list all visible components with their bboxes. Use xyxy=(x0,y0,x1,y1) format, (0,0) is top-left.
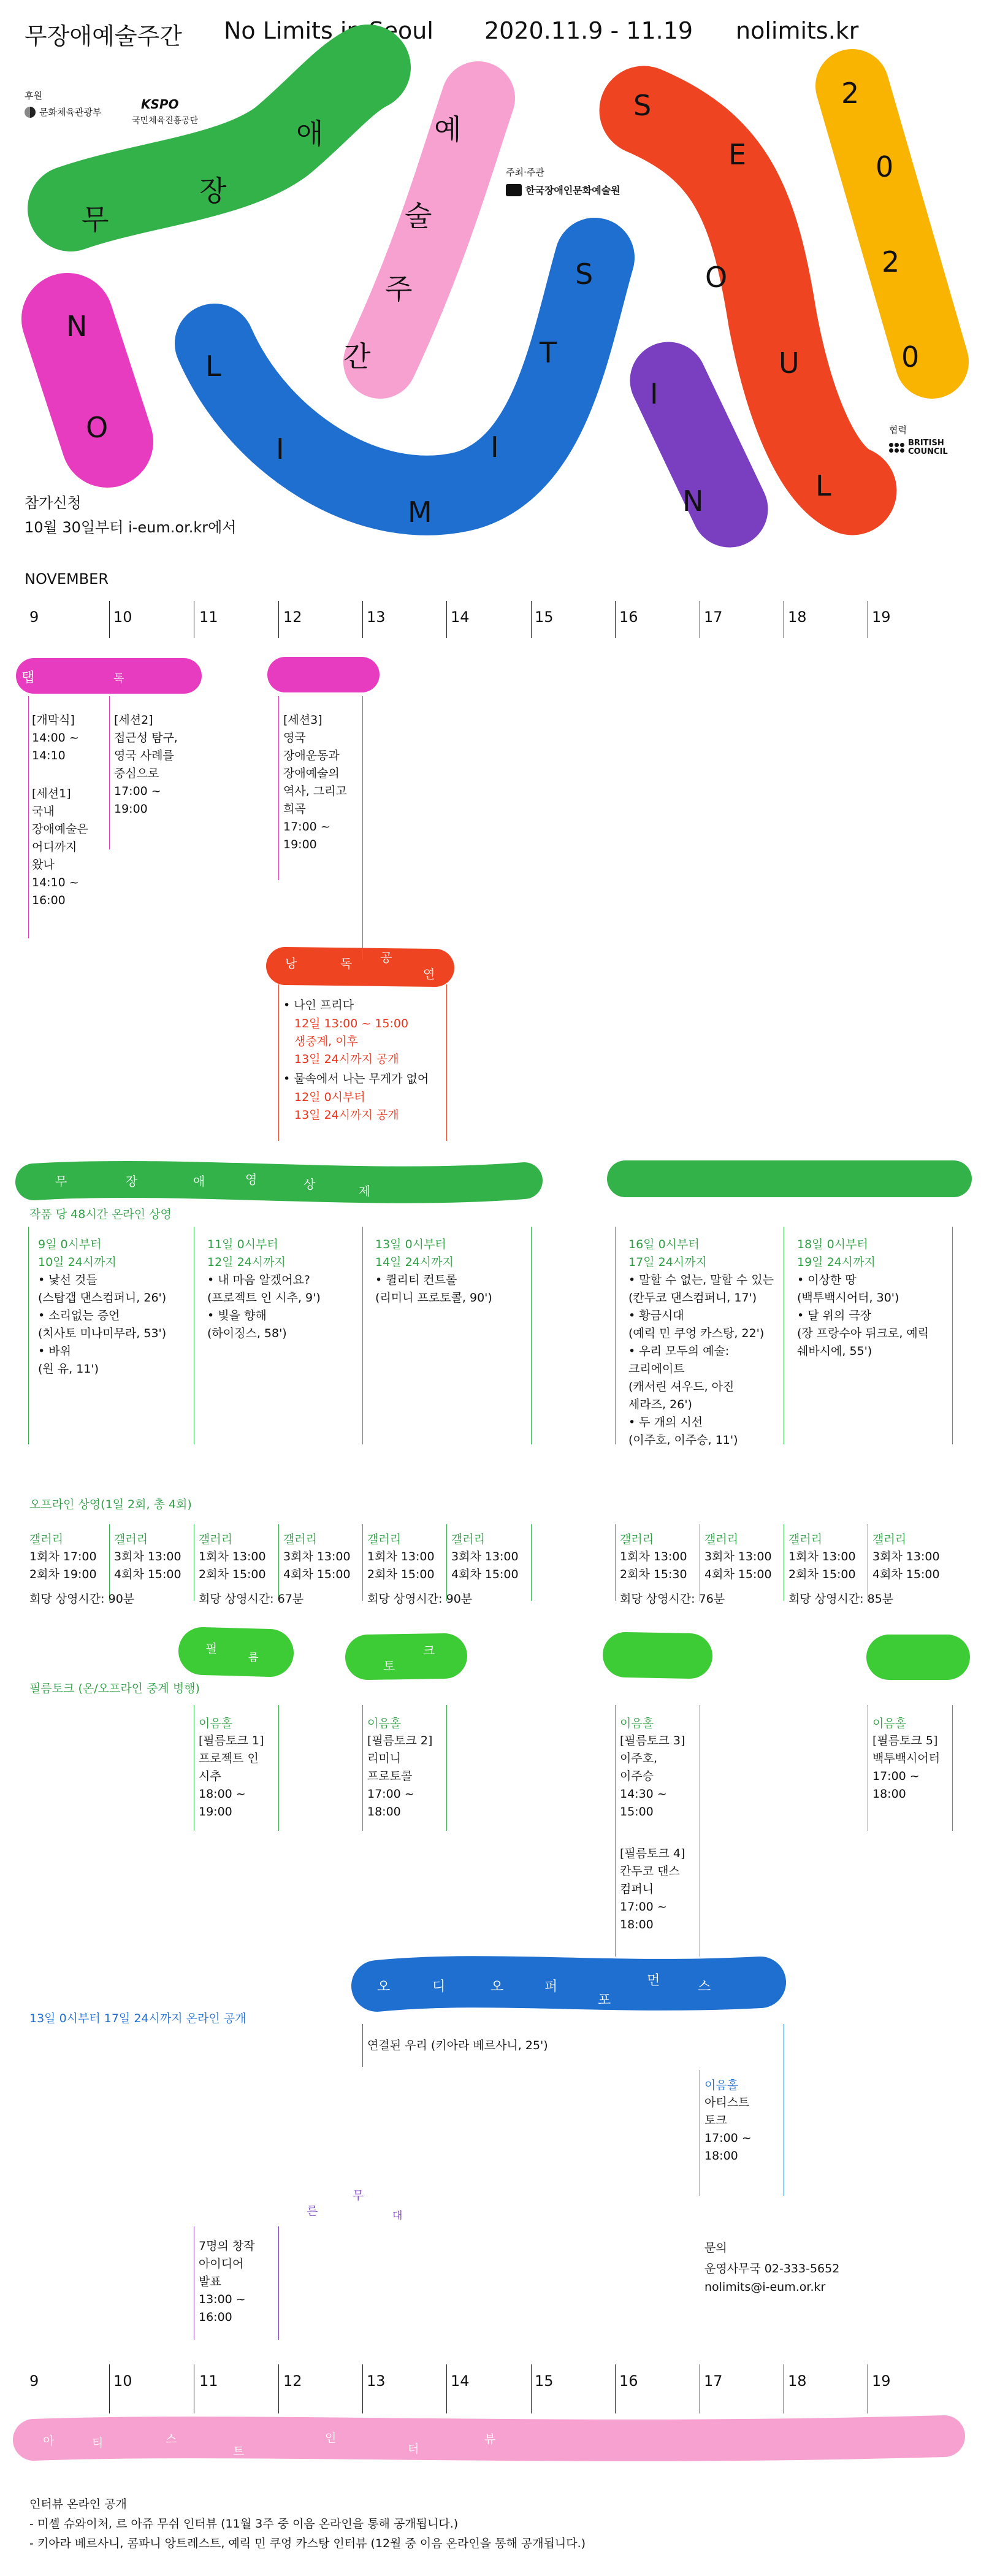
gallery-times-14: 3회차 13:00 4회차 15:00 xyxy=(451,1550,519,1581)
hero-letter: L xyxy=(205,350,221,383)
filmtalk-line xyxy=(952,1705,953,1831)
ministry-name: 문화체육관광부 xyxy=(39,107,102,118)
day-label: 11 xyxy=(199,608,218,626)
day-label: 19 xyxy=(872,608,891,626)
film-letter: 장 xyxy=(126,1174,138,1189)
day-label: 9 xyxy=(29,608,39,626)
header-dates: 2020.11.9 - 11.19 xyxy=(484,17,693,44)
british-council-name: BRITISH COUNCIL xyxy=(908,439,948,456)
hero-artwork xyxy=(0,0,981,552)
filmtalk-venue: 이음홀 xyxy=(199,1717,233,1730)
sponsor-support-label: 후원 xyxy=(25,90,42,101)
day-label: 15 xyxy=(535,608,554,626)
filmtalk-2: [필름토크 2] 리미니 프로토콜 17:00 ~ 18:00 xyxy=(367,1734,433,1819)
runtime-16: 회당 상영시간: 76분 xyxy=(620,1592,725,1606)
reading-letter: 공 xyxy=(380,950,392,965)
talk-session2: [세션2] 접근성 탐구, 영국 사례를 중심으로 17:00 ~ 19:00 xyxy=(114,713,178,816)
stage-letter: (색) xyxy=(178,2201,199,2216)
interview-letter: 스 xyxy=(166,2432,177,2446)
gallery-label: 갤러리 xyxy=(451,1533,486,1546)
day-label: 18 xyxy=(788,608,807,626)
reading-item1-time: 12일 13:00 ~ 15:00 생중계, 이후 13일 24시까지 공개 xyxy=(294,1017,409,1066)
hero-letter: 술 xyxy=(405,199,432,232)
day-label: 18 xyxy=(788,2372,807,2390)
reading-letter: 낭 xyxy=(285,956,297,971)
film-col11-list: • 내 마음 알겠어요? (프로젝트 인 시추, 9') • 빛을 향해 (하이징스, 58') xyxy=(207,1273,321,1340)
audio-artist-talk: 아티스트 토크 17:00 ~ 18:00 xyxy=(704,2096,752,2163)
hero-letter: E xyxy=(728,138,747,171)
interview-letter: 터 xyxy=(408,2442,419,2456)
hero-letter: S xyxy=(575,258,594,291)
hero-letter: L xyxy=(815,469,831,502)
audio-letter: 오 xyxy=(490,1979,504,1995)
registration-detail: 10월 30일부터 i-eum.or.kr에서 xyxy=(25,519,237,536)
day-label: 13 xyxy=(367,2372,386,2390)
header-title: 무장애예술주간 xyxy=(25,23,182,50)
interview-letter: 티 xyxy=(92,2436,104,2450)
british-council-dots-icon xyxy=(889,443,904,453)
audio-venue: 이음홀 xyxy=(704,2079,739,2092)
hero-letter: N xyxy=(682,485,704,518)
day-divider xyxy=(278,601,279,638)
day-label: 15 xyxy=(535,2372,554,2390)
reading-letter: 연 xyxy=(423,967,435,981)
filmtalk-venue: 이음홀 xyxy=(620,1717,654,1730)
filmtalk-line xyxy=(446,1705,447,1831)
stage-text: 7명의 창작 아이디어 발표 13:00 ~ 16:00 xyxy=(199,2239,255,2324)
day-label: 14 xyxy=(451,2372,470,2390)
filmtalk-line xyxy=(278,1705,279,1831)
reading-letter: 독 xyxy=(340,956,353,971)
film-offline-label: 오프라인 상영(1일 2회, 총 4회) xyxy=(29,1498,192,1511)
hero-letter: 주 xyxy=(385,272,413,305)
gallery-times-17: 3회차 13:00 4회차 15:00 xyxy=(704,1550,772,1581)
filmtalk-line xyxy=(362,1705,363,1831)
hero-blob-year-yellow xyxy=(852,86,932,362)
filmtalk-label: 필름토크 (온/오프라인 중계 병행) xyxy=(29,1682,200,1695)
reading-item2-time: 12일 0시부터 13일 24시까지 공개 xyxy=(294,1091,399,1122)
day-label: 17 xyxy=(704,608,723,626)
stage-line xyxy=(278,2226,279,2340)
runtime-18: 회당 상영시간: 85분 xyxy=(788,1592,894,1606)
gallery-label: 갤러리 xyxy=(29,1533,64,1546)
film-col9-list: • 낯선 것들 (스탑갭 댄스컴퍼니, 26') • 소리없는 증언 (치사토 미나미무라, 53') • 바위 (원 유, 11') xyxy=(38,1273,167,1376)
filmtalk-4: [필름토크 4] 칸두코 댄스 컴퍼니 17:00 ~ 18:00 xyxy=(620,1847,685,1931)
ministry-logo xyxy=(25,105,101,118)
filmtalk-venue: 이음홀 xyxy=(872,1717,907,1730)
runtime-9: 회당 상영시간: 90분 xyxy=(29,1592,135,1606)
stage-letter: 른 xyxy=(307,2204,318,2218)
day-divider xyxy=(109,601,110,638)
gallery-times-19: 3회차 13:00 4회차 15:00 xyxy=(872,1550,940,1581)
talk-line xyxy=(109,696,110,849)
gallery-times-13: 1회차 13:00 2회차 15:00 xyxy=(367,1550,435,1581)
contact-phone[interactable]: 운영사무국 02-333-5652 xyxy=(704,2262,840,2275)
hero-letter: 2 xyxy=(841,77,860,110)
day-divider xyxy=(278,2364,279,2413)
host-label: 주최·주관 xyxy=(506,167,544,178)
stage-letter: 대 xyxy=(392,2210,403,2222)
gallery-label: 갤러리 xyxy=(620,1533,654,1546)
hero-letter: 0 xyxy=(901,340,920,374)
kspo-name: 국민체육진흥공단 xyxy=(132,116,199,126)
host-logo xyxy=(506,183,620,197)
day-divider xyxy=(362,2364,363,2413)
hero-letter: 애 xyxy=(296,117,324,150)
day-divider xyxy=(615,601,616,638)
film-col16-time: 16일 0시부터 17일 24시까지 xyxy=(628,1238,707,1269)
talk-line xyxy=(28,696,29,938)
film-col9-time: 9일 0시부터 10일 24시까지 xyxy=(38,1238,116,1269)
contact-title: 문의 xyxy=(704,2241,727,2255)
contact-email[interactable]: nolimits@i-eum.or.kr xyxy=(704,2280,826,2294)
talk-line xyxy=(362,696,363,960)
stage-letter: 다 xyxy=(251,2201,264,2216)
day-divider xyxy=(531,2364,532,2413)
runtime-11: 회당 상영시간: 67분 xyxy=(199,1592,304,1606)
gallery-times-18: 1회차 13:00 2회차 15:00 xyxy=(788,1550,856,1581)
audio-letter: 오 xyxy=(377,1979,391,1995)
day-divider xyxy=(362,601,363,638)
interview-title: 인터뷰 온라인 공개 xyxy=(29,2497,127,2511)
kspo-logo: KSPO xyxy=(141,97,179,112)
partner-label: 협력 xyxy=(889,424,907,435)
gallery-line xyxy=(615,1524,616,1601)
gallery-times-9: 1회차 17:00 2회차 19:00 xyxy=(29,1550,97,1581)
filmtalk-3: [필름토크 3] 이주호, 이주승 14:30 ~ 15:00 xyxy=(620,1734,685,1819)
registration-title: 참가신청 xyxy=(25,494,82,512)
gallery-times-12: 3회차 13:00 4회차 15:00 xyxy=(283,1550,351,1581)
talk-letter: 톡 xyxy=(113,672,124,685)
interview-letter: 아 xyxy=(43,2434,55,2448)
talk-session3: [세션3] 영국 장애운동과 장애예술의 역사, 그리고 희곡 17:00 ~ 19:00 xyxy=(283,713,347,851)
film-line xyxy=(952,1227,953,1444)
ministry-emblem-icon xyxy=(25,107,36,118)
day-label: 13 xyxy=(367,608,386,626)
interview-letter: 트 xyxy=(233,2445,245,2458)
film-col11-time: 11일 0시부터 12일 24시까지 xyxy=(207,1238,286,1269)
film-line xyxy=(362,1227,363,1444)
talk-session1: [세션1] 국내 장애예술은 어디까지 왔나 14:10 ~ 16:00 xyxy=(32,787,88,907)
film-online-label: 작품 당 48시간 온라인 상영 xyxy=(29,1208,172,1221)
header-subtitle: No Limits in Seoul xyxy=(224,17,433,44)
reading-item2-title: • 물속에서 나는 무게가 없어 xyxy=(283,1072,429,1086)
gallery-label: 갤러리 xyxy=(872,1533,907,1546)
film-col16-list: • 말할 수 없는, 말할 수 있는 (칸두코 댄스컴퍼니, 17') • 황금시대 (예릭 민 쿠엉 카스탕, 22') • 우리 모두의 예술: 크리에이트 (캐서린 셔우드, 아진 세라즈, 26') • 두 개의 시선 (이주호, 이주승, 11') xyxy=(628,1273,774,1447)
day-divider xyxy=(446,601,447,638)
hero-letter: M xyxy=(408,496,432,529)
audio-letter: 퍼 xyxy=(544,1979,558,1995)
film-line xyxy=(28,1227,29,1444)
reading-blob xyxy=(285,966,435,968)
host-name: 한국장애인문화예술원 xyxy=(525,185,620,196)
filmtalk-letter: 토 xyxy=(383,1658,395,1673)
hero-letter: U xyxy=(779,347,800,380)
hero-letter: 예 xyxy=(434,113,462,146)
hero-letter: I xyxy=(650,377,658,410)
header-site[interactable]: nolimits.kr xyxy=(736,17,859,44)
gallery-label: 갤러리 xyxy=(114,1533,148,1546)
film-line xyxy=(615,1227,616,1444)
hero-letter: 0 xyxy=(876,150,894,183)
audio-work: 연결된 우리 (키아라 베르사니, 25') xyxy=(367,2039,548,2052)
hero-letter: O xyxy=(705,261,728,294)
reading-line xyxy=(446,984,447,1141)
day-divider xyxy=(109,2364,110,2413)
film-col13-time: 13일 0시부터 14일 24시까지 xyxy=(375,1238,454,1269)
reading-item1-title: • 나인 프리다 xyxy=(283,999,354,1012)
film-letter: 상 xyxy=(303,1177,316,1192)
day-label: 16 xyxy=(619,2372,638,2390)
day-label: 10 xyxy=(113,2372,132,2390)
hero-letter: T xyxy=(540,336,557,369)
gallery-label: 갤러리 xyxy=(788,1533,823,1546)
filmtalk-5: [필름토크 5] 백투백시어터 17:00 ~ 18:00 xyxy=(872,1734,941,1801)
gallery-times-16: 1회차 13:00 2회차 15:30 xyxy=(620,1550,687,1581)
hero-letter: N xyxy=(66,310,88,343)
film-line xyxy=(531,1227,532,1444)
hero-letter: S xyxy=(633,89,652,122)
day-label: 11 xyxy=(199,2372,218,2390)
day-divider xyxy=(446,2364,447,2413)
interview-line1: - 미셸 슈와이처, 르 아쥬 무쉬 인터뷰 (11월 3주 중 이음 온라인을 통해 공개됩니다.) xyxy=(29,2517,459,2531)
audio-letter: 디 xyxy=(432,1979,446,1995)
film-col13-list: • 퀼리티 컨트롤 (리미니 프로토콜, 90') xyxy=(375,1273,492,1305)
talk-line xyxy=(278,696,279,880)
film-letter: 애 xyxy=(193,1174,205,1189)
day-label: 10 xyxy=(113,608,132,626)
film-col18-time: 18일 0시부터 19일 24시까지 xyxy=(797,1238,876,1269)
gallery-label: 갤러리 xyxy=(199,1533,233,1546)
hero-letter: I xyxy=(276,432,284,466)
interview-letter: 뷰 xyxy=(484,2432,496,2446)
filmtalk-letter: 필 xyxy=(205,1641,218,1656)
hero-letter: 장 xyxy=(199,174,227,207)
audio-letter: 먼 xyxy=(647,1973,660,1988)
audio-letter: 스 xyxy=(698,1979,711,1995)
reading-line xyxy=(278,984,279,1141)
host-emblem-icon xyxy=(506,184,522,196)
day-divider xyxy=(615,2364,616,2413)
filmtalk-venue: 이음홀 xyxy=(367,1717,402,1730)
film-letter: 영 xyxy=(245,1172,258,1187)
hero-letter: 간 xyxy=(343,340,371,373)
british-council-logo xyxy=(889,439,951,456)
audio-line xyxy=(362,2024,363,2067)
talk-opening: [개막식] 14:00 ~ 14:10 xyxy=(32,713,79,762)
filmtalk-1: [필름토크 1] 프로젝트 인 시추 18:00 ~ 19:00 xyxy=(199,1734,264,1819)
gallery-times-10: 3회차 13:00 4회차 15:00 xyxy=(114,1550,181,1581)
gallery-label: 갤러리 xyxy=(704,1533,739,1546)
gallery-times-11: 1회차 13:00 2회차 15:00 xyxy=(199,1550,266,1581)
gallery-label: 갤러리 xyxy=(283,1533,318,1546)
day-divider xyxy=(531,601,532,638)
gallery-line xyxy=(531,1524,532,1601)
month-label: NOVEMBER xyxy=(25,570,109,588)
talk-letter: 탭 xyxy=(21,670,35,686)
film-col18-list: • 이상한 땅 (백투백시어터, 30') • 달 위의 극장 (장 프랑수아 뒤크로, 예릭 쉐바시에, 55') xyxy=(797,1273,929,1358)
runtime-13: 회당 상영시간: 90분 xyxy=(367,1592,473,1606)
day-label: 16 xyxy=(619,608,638,626)
hero-letter: 2 xyxy=(882,245,900,278)
filmtalk-line xyxy=(615,1705,616,1957)
audio-label: 13일 0시부터 17일 24시까지 온라인 공개 xyxy=(29,2012,246,2025)
filmtalk-letter: 름 xyxy=(248,1652,259,1664)
day-label: 12 xyxy=(283,2372,302,2390)
day-label: 9 xyxy=(29,2372,39,2390)
film-letter: 제 xyxy=(359,1184,371,1198)
gallery-line xyxy=(362,1524,363,1601)
hero-letter: 무 xyxy=(82,203,109,236)
interview-line2: - 키아라 베르사니, 콤파니 앙트레스트, 예릭 민 쿠엉 카스탕 인터뷰 (12월 중 이음 온라인을 통해 공개됩니다.) xyxy=(29,2537,586,2550)
stage-letter: 무 xyxy=(353,2189,364,2202)
day-label: 14 xyxy=(451,608,470,626)
hero-letter: I xyxy=(490,431,499,464)
filmtalk-blob-3 xyxy=(625,1655,690,1656)
filmtalk-letter: 크 xyxy=(423,1643,435,1658)
hero-letter: O xyxy=(86,411,109,444)
day-label: 19 xyxy=(872,2372,891,2390)
film-blob-1 xyxy=(34,1179,524,1185)
audio-letter: 포 xyxy=(598,1993,611,2008)
day-label: 17 xyxy=(704,2372,723,2390)
gallery-label: 갤러리 xyxy=(367,1533,402,1546)
day-label: 12 xyxy=(283,608,302,626)
film-letter: 무 xyxy=(55,1174,67,1189)
interview-letter: 인 xyxy=(325,2431,337,2445)
